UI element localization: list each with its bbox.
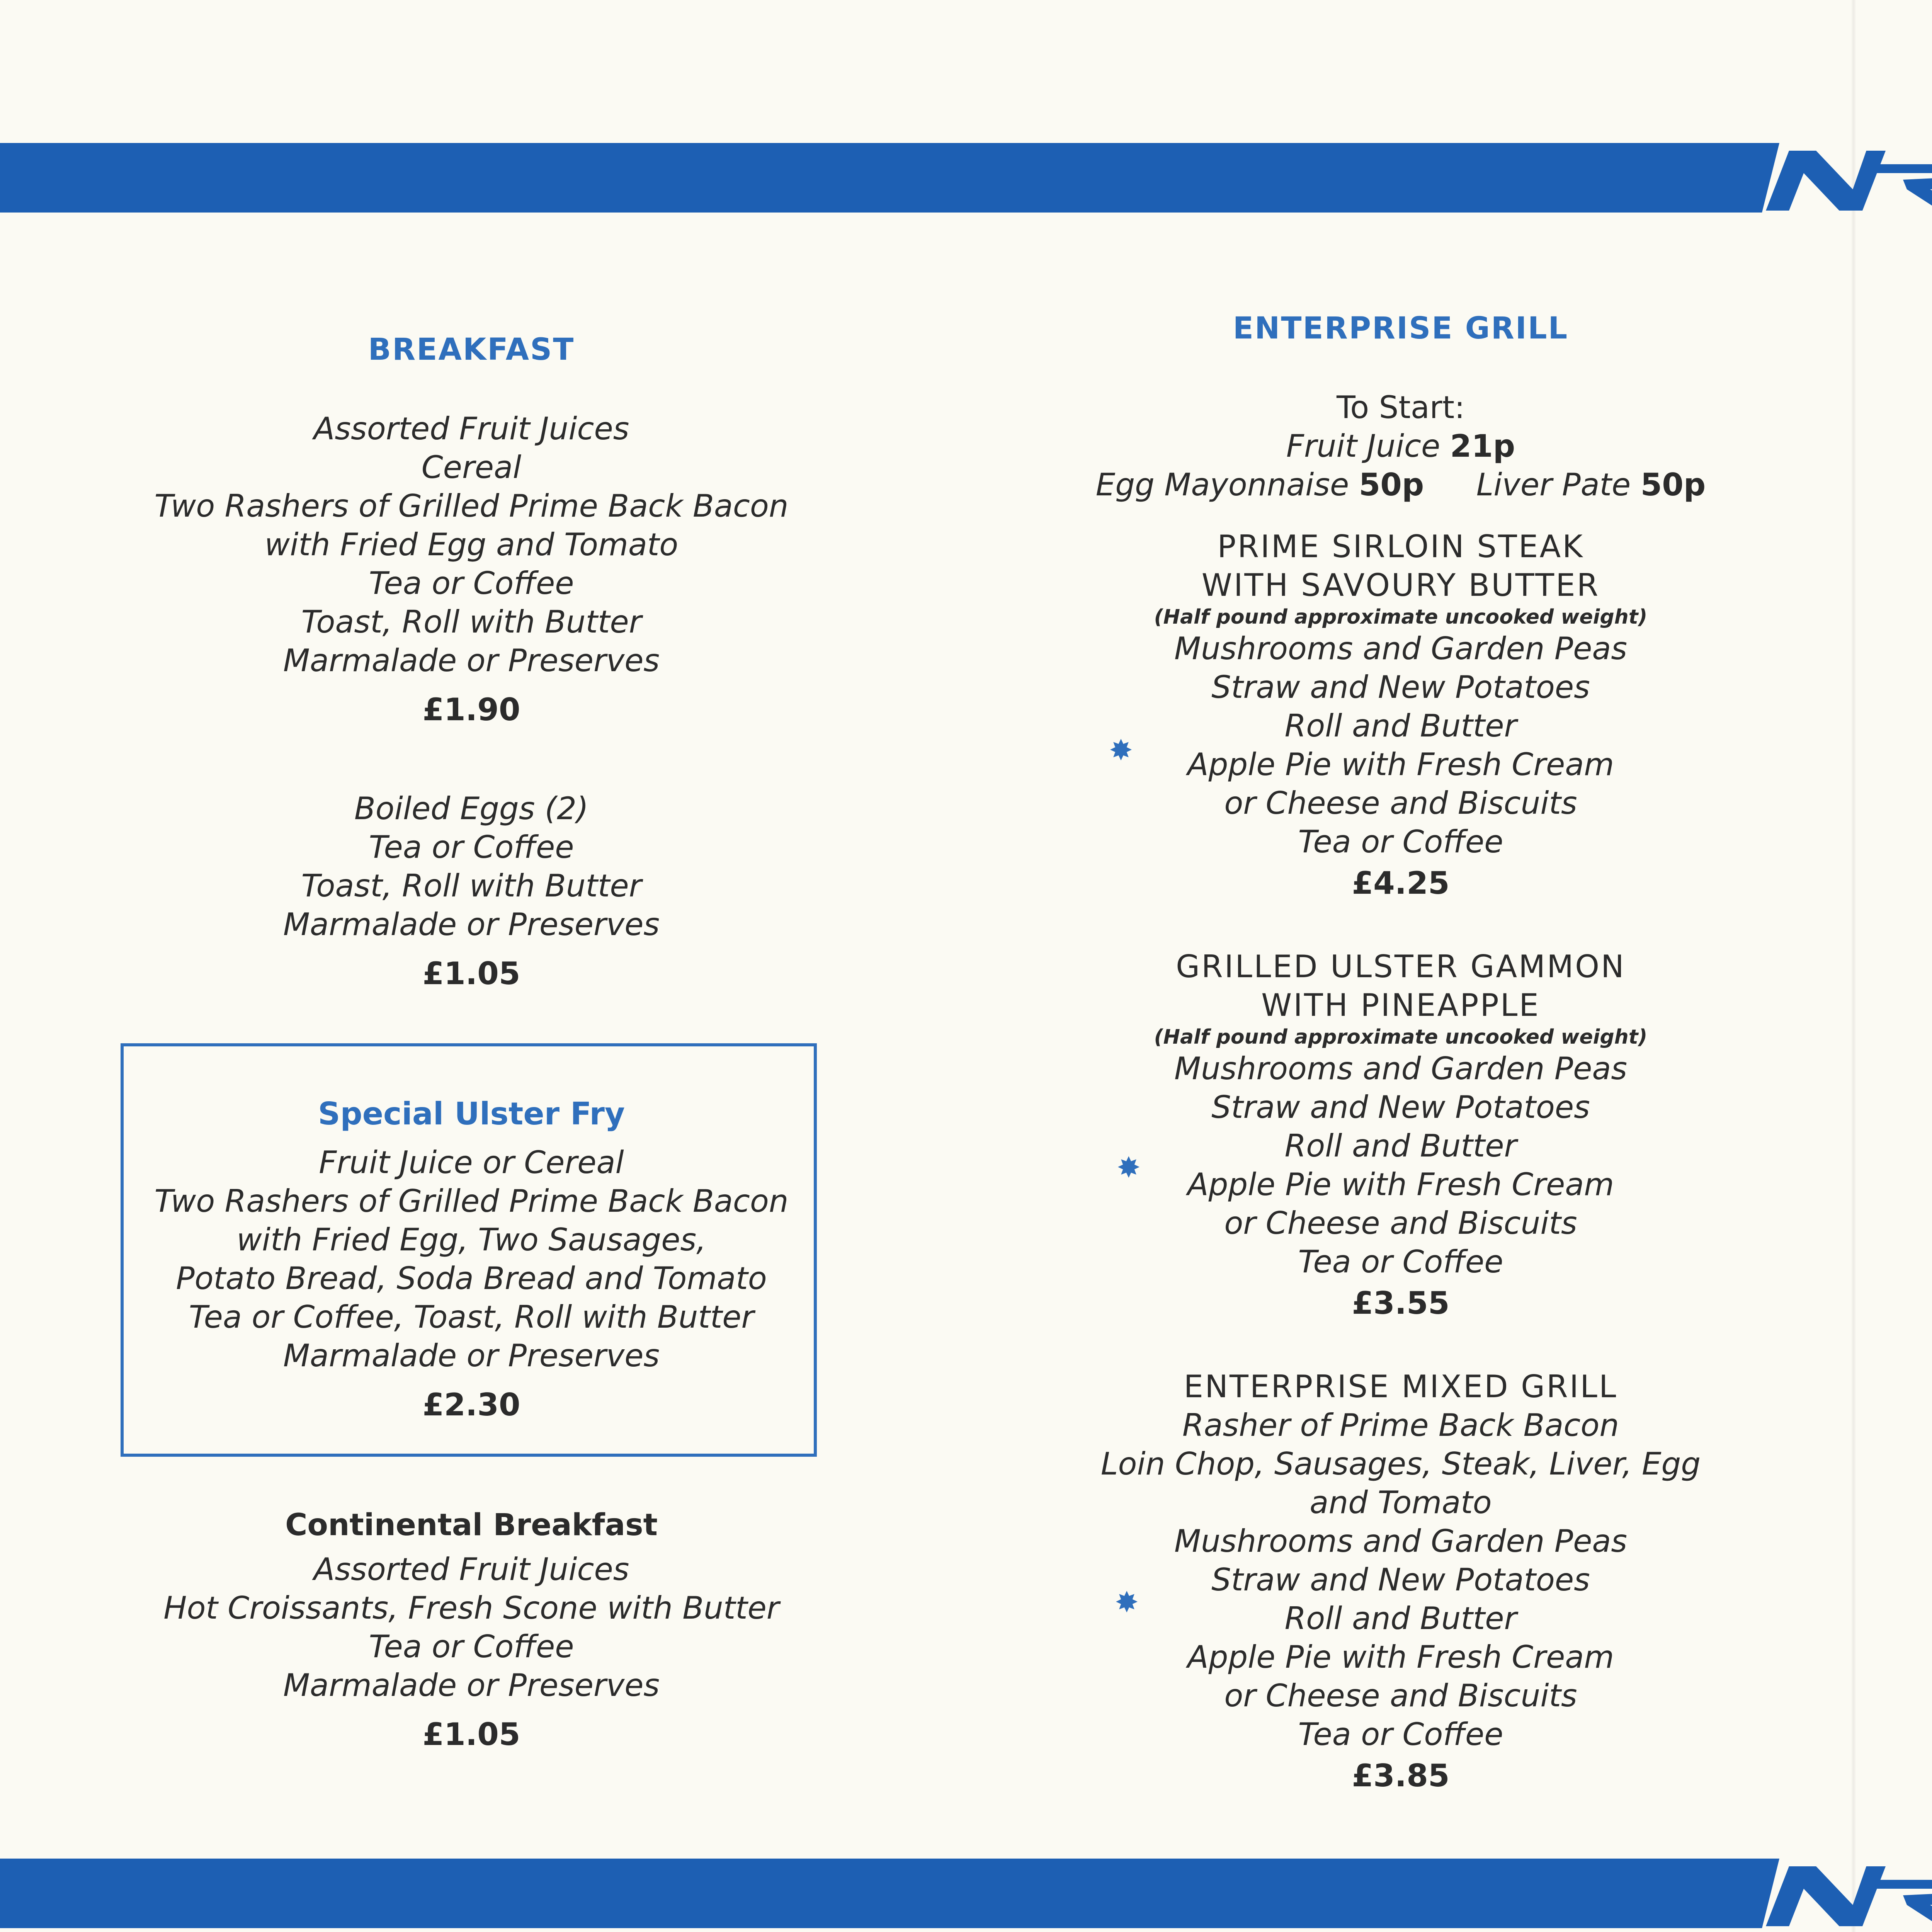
menu-line: Tea or Coffee (369, 829, 574, 865)
menu-line: Boiled Eggs (2) (354, 791, 589, 827)
menu-line: Toast, Roll with Butter (301, 868, 642, 904)
menu-line: Loin Chop, Sausages, Steak, Liver, Egg (1100, 1446, 1701, 1482)
menu-line: Marmalade or Preserves (283, 906, 660, 942)
vat-line (1859, 1653, 1932, 1678)
ulster-gammon (943, 947, 1859, 1321)
menu-line: Hot Croissants, Fresh Scone with Butter (163, 1590, 779, 1626)
menu-line: Straw and New Potatoes (1211, 669, 1590, 705)
price (1859, 721, 1932, 757)
breakfast-heading: BREAKFAST (368, 332, 575, 367)
star-icon: ✸ (1109, 734, 1133, 767)
or-separator (1859, 776, 1932, 815)
weight-note: (Half pound approximate uncooked weight) (1154, 605, 1648, 629)
starters-label: To Start: (1336, 389, 1465, 425)
full-breakfast (0, 410, 943, 728)
menu-line: or Cheese and Biscuits (1224, 1205, 1577, 1241)
menu-line (1859, 520, 1932, 558)
price: £1.05 (422, 1716, 520, 1752)
starters (943, 388, 1859, 504)
menu-line (1859, 1473, 1932, 1512)
menu-line: Assorted Fruit Juices (313, 1551, 629, 1587)
menu-line: or Cheese and Biscuits (1224, 785, 1577, 821)
price (1859, 1515, 1932, 1551)
top-band-graphic (0, 143, 1932, 216)
starter-price: 50p (1640, 467, 1706, 503)
afternoon-tea (1859, 1392, 1932, 1551)
top-band-left (0, 143, 1779, 213)
top-band (0, 143, 1932, 216)
seafood-salad-title (1859, 838, 1932, 872)
menu-line (1859, 481, 1932, 520)
mixed-grill-title: ENTERPRISE MIXED GRILL (1184, 1369, 1618, 1405)
menu-line: Tea or Coffee (1298, 1244, 1503, 1280)
star-icon: ✸ (1115, 1586, 1139, 1619)
menu-line: Rasher of Prime Back Bacon (1182, 1407, 1619, 1443)
chicken-salad-title (1859, 408, 1932, 442)
menu-line: Tea or Coffee (1298, 1716, 1503, 1752)
menu-line (1859, 558, 1932, 597)
bottom-band-graphic (0, 1859, 1932, 1932)
chicken-ham-salad (1859, 408, 1932, 757)
price (1859, 1004, 1932, 1040)
menu-line (1859, 1286, 1932, 1325)
starter-name: Fruit Juice (1286, 428, 1440, 464)
menu-line: Toast, Roll with Butter (301, 604, 642, 640)
price (1859, 1329, 1932, 1365)
menu-line: Roll and Butter (1284, 1128, 1517, 1164)
menu-line: or Cheese and Biscuits (1224, 1678, 1577, 1714)
menu-line (1859, 911, 1932, 950)
weight-note: (Half pound approximate uncooked weight) (1154, 1026, 1648, 1049)
menu-line (1859, 636, 1932, 674)
special-ulster-fry (0, 1096, 943, 1423)
menu-line: Potato Bread, Soda Bread and Tomato (176, 1260, 767, 1296)
menu-line: and Tomato (1310, 1485, 1492, 1520)
menu-line (1859, 597, 1932, 636)
gammon-title: GRILLED ULSTER GAMMON (1176, 949, 1626, 985)
boiled-eggs-breakfast (0, 789, 943, 992)
footnote-line (1859, 1113, 1932, 1138)
menu-line: Tea or Coffee (369, 565, 574, 601)
star-icon: ✸ (1117, 1151, 1141, 1184)
menu-line (1859, 872, 1932, 911)
menu-line: Tea or Coffee (1298, 824, 1503, 860)
menu-line: Apple Pie with Fresh Cream (1187, 1167, 1614, 1202)
menu-line: Apple Pie with Fresh Cream (1187, 747, 1614, 782)
vat-line (1859, 1629, 1932, 1653)
salads-heading (1859, 327, 1932, 361)
sirloin-title: PRIME SIRLOIN STEAK (1217, 529, 1584, 565)
menu-line: Marmalade or Preserves (283, 1667, 660, 1703)
menu-line: Marmalade or Preserves (283, 1338, 660, 1374)
menu-line: Assorted Fruit Juices (313, 411, 629, 447)
nr-logo-icon (1766, 151, 1932, 211)
starter-price: 50p (1359, 467, 1424, 503)
nr-logo-icon (1766, 1866, 1932, 1926)
menu-line: Mushrooms and Garden Peas (1174, 631, 1628, 667)
price: £1.90 (422, 692, 520, 728)
menu-line: Fruit Juice or Cereal (319, 1145, 624, 1180)
menu-line: with Fried Egg, Two Sausages, (236, 1222, 706, 1258)
sirloin-steak (943, 527, 1859, 901)
menu-line (1859, 442, 1932, 481)
starter-row (943, 427, 1859, 466)
mixed-grill (943, 1367, 1859, 1794)
price: £3.55 (1352, 1285, 1450, 1321)
menu-line: Cereal (421, 449, 522, 485)
menu-line: Mushrooms and Garden Peas (1174, 1051, 1628, 1087)
menu-line: Tea or Coffee (369, 1629, 574, 1665)
menu-line: Two Rashers of Grilled Prime Back Bacon (154, 488, 789, 524)
grill-column (943, 311, 1859, 1794)
salad-footnote (1859, 1113, 1932, 1163)
menu-line: Marmalade or Preserves (283, 643, 660, 679)
price: £2.30 (422, 1387, 520, 1423)
afternoon-tea-heading (1859, 1392, 1932, 1427)
starter-name: Egg Mayonnaise (1095, 467, 1349, 503)
price: £4.25 (1352, 865, 1450, 901)
menu-line: Tea or Coffee, Toast, Roll with Butter (189, 1299, 754, 1335)
menu-line: Roll and Butter (1284, 1600, 1517, 1636)
menu-line: with Fried Egg and Tomato (264, 527, 679, 563)
ulster-fry-title: Special Ulster Fry (318, 1096, 625, 1132)
continental-title: Continental Breakfast (285, 1508, 658, 1543)
menu-line (1859, 674, 1932, 713)
menu-line (1859, 1434, 1932, 1473)
starter-price: 21p (1450, 428, 1515, 464)
price: £3.85 (1352, 1758, 1450, 1794)
starter-row (943, 466, 1859, 504)
sirloin-title-2: WITH SAVOURY BUTTER (1201, 567, 1600, 603)
vat-note (1859, 1629, 1932, 1678)
menu-line: Straw and New Potatoes (1211, 1089, 1590, 1125)
menu-line (1859, 950, 1932, 988)
starter-name: Liver Pate (1476, 467, 1631, 503)
breakfast-column (0, 332, 943, 1752)
gammon-title-2: WITH PINEAPPLE (1261, 987, 1540, 1023)
menu-line: Roll and Butter (1284, 708, 1517, 744)
price: £1.05 (422, 956, 520, 992)
seafood-salad (1859, 838, 1932, 1040)
salads-column (1859, 327, 1932, 1678)
bottom-band (0, 1859, 1932, 1932)
bottom-band-left (0, 1859, 1779, 1928)
menu-line (1859, 1248, 1932, 1286)
morning-coffee (1859, 1205, 1932, 1365)
morning-coffee-heading (1859, 1205, 1932, 1240)
grill-heading: ENTERPRISE GRILL (1233, 311, 1569, 346)
menu-line: Apple Pie with Fresh Cream (1187, 1639, 1614, 1675)
continental-breakfast (0, 1508, 943, 1752)
menu-line: Two Rashers of Grilled Prime Back Bacon (154, 1183, 789, 1219)
menu-line: Mushrooms and Garden Peas (1174, 1523, 1628, 1559)
footnote-line (1859, 1138, 1932, 1163)
menu-line: Straw and New Potatoes (1211, 1562, 1590, 1598)
